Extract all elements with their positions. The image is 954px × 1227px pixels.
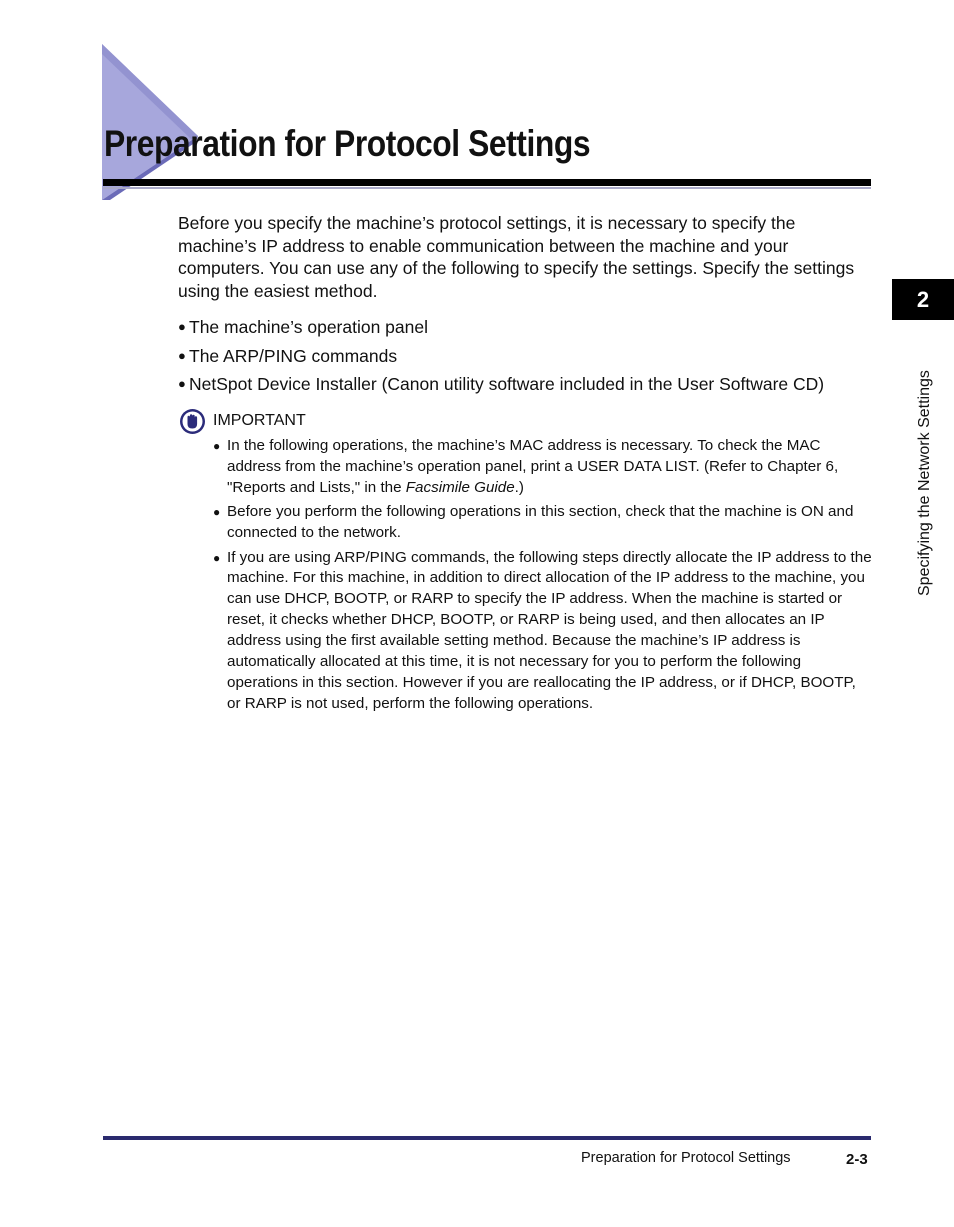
list-item: ● The machine’s operation panel	[178, 317, 429, 337]
list-item: ● If you are using ARP/PING commands, the following steps directly allocate the IP address to the machine. For this machine, in addition to direct allocation of the IP address to the machine, you can use DHCP, BOOTP, or RARP to specify the IP address. When the machine is started or reset, it checks whether DHCP, BOOTP, or RARP is being used, and then allocates an IP address using the first available setting method. Because the machine’s IP address is automatically allocated at this time, it is not necessary for you to perform the following operations in this section. However if you are reallocating the IP address, or if DHCP, BOOTP, or RARP is not used, perform the following operations.	[213, 548, 872, 712]
chapter-tab: 2	[892, 279, 954, 320]
list-item: ● The ARP/PING commands	[178, 345, 398, 366]
method-list	[178, 316, 878, 402]
title-rule-shadow	[103, 187, 871, 189]
footer-rule	[103, 1136, 871, 1140]
chapter-side-title: Specifying the Network Settings	[916, 370, 933, 596]
bullet-icon: ●	[213, 439, 221, 453]
bullet-icon: ●	[178, 347, 186, 363]
important-label: IMPORTANT	[213, 412, 306, 429]
bullet-icon: ●	[213, 505, 221, 520]
title-rule	[103, 179, 871, 186]
intro-paragraph: Before you specify the machine’s protocol settings, it is necessary to specify the machine’s IP address to enable communication between the machine and your computers. You can use any of the following to specify the settings. Specify the settings using the easiest method.	[178, 213, 855, 301]
bullet-icon: ●	[178, 376, 186, 391]
list-item: ● NetSpot Device Installer (Canon utility software included in the User Software CD)	[178, 374, 825, 394]
footer-section-title: Preparation for Protocol Settings	[581, 1150, 791, 1166]
important-notes	[213, 436, 873, 718]
hand-stop-icon	[179, 408, 206, 435]
bullet-icon: ●	[213, 550, 221, 565]
bullet-icon: ●	[178, 319, 186, 334]
page-title: Preparation for Protocol Settings	[104, 123, 591, 164]
page-number: 2-3	[846, 1151, 868, 1168]
list-item: ● Before you perform the following operations in this section, check that the machine is ON and connected to the network.	[213, 503, 854, 542]
list-item: ● In the following operations, the machine’s MAC address is necessary. To check the MAC address from the machine’s operation panel, print a USER DATA LIST. (Refer to Chapter 6, "Reports and Lists," in the Facsimile Guide.)	[213, 437, 839, 496]
